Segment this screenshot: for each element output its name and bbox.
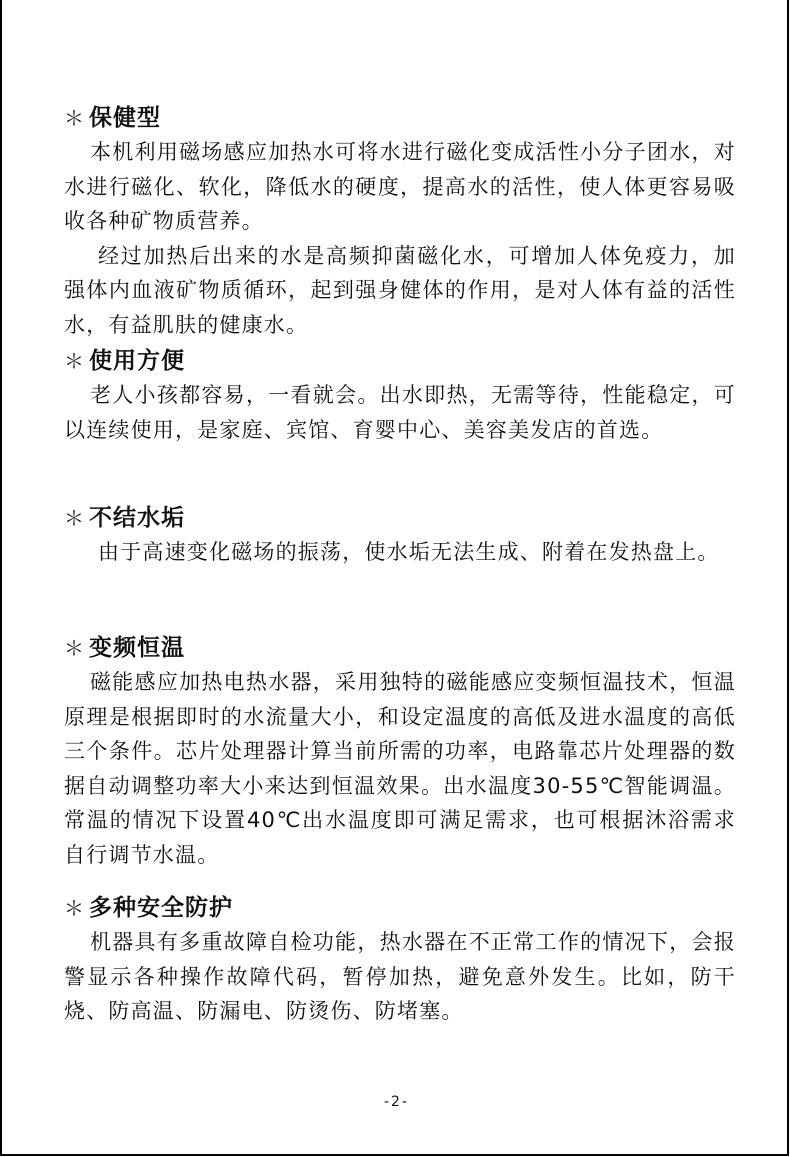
- section-paragraph: 由于高速变化磁场的振荡，使水垢无法生成、附着在发热盘上。: [98, 540, 720, 564]
- section-convenient: [64, 346, 736, 447]
- section-safety: [64, 893, 736, 1029]
- section-health: [64, 103, 736, 342]
- asterisk-marker: ＊: [64, 106, 85, 130]
- section-heading: [64, 893, 736, 923]
- section-heading: [64, 346, 736, 376]
- asterisk-marker: ＊: [64, 349, 85, 373]
- section-title: 保健型: [89, 105, 161, 131]
- asterisk-marker: ＊: [64, 506, 85, 530]
- section-title: 使用方便: [89, 348, 185, 374]
- asterisk-marker: ＊: [64, 896, 85, 920]
- section-paragraph: 经过加热后出来的水是高频抑菌磁化水，可增加人体免疫力，加强体内血液矿物质循环，起到强身健体的作用，是对人体有益的活性水，有益肌肤的健康水。: [64, 243, 736, 337]
- section-heading: [64, 503, 736, 533]
- section-heading: [64, 103, 736, 133]
- section-paragraph: 磁能感应加热电热水器，采用独特的磁能感应变频恒温技术，恒温原理是根据即时的水流量大小，和设定温度的高低及进水温度的高低三个条件。芯片处理器计算当前所需的功率，电路靠芯片处理器的数据自动调整功率大小来达到恒温效果。出水温度30-55℃智能调温。常温的情况下设置40℃出水温度即可满足需求，也可根据沐浴需求自行调节水温。: [64, 670, 736, 867]
- section-heading: [64, 633, 736, 663]
- section-title: 变频恒温: [89, 635, 185, 661]
- section-paragraph: 本机利用磁场感应加热水可将水进行磁化变成活性小分子团水，对水进行磁化、软化，降低水的硬度，提高水的活性，使人体更容易吸收各种矿物质营养。: [64, 140, 736, 233]
- section-paragraph: 老人小孩都容易，一看就会。出水即热，无需等待，性能稳定，可以连续使用，是家庭、宾馆、育婴中心、美容美发店的首选。: [64, 383, 736, 442]
- section-title: 不结水垢: [89, 505, 185, 531]
- section-inverter-thermostat: [64, 633, 736, 872]
- section-title: 多种安全防护: [89, 895, 233, 921]
- page-number: -2-: [383, 1094, 409, 1110]
- section-paragraph: 机器具有多重故障自检功能，热水器在不正常工作的情况下，会报警显示各种操作故障代码，暂停加热，避免意外发生。比如，防干烧、防高温、防漏电、防烫伤、防堵塞。: [64, 930, 736, 1023]
- asterisk-marker: ＊: [64, 636, 85, 660]
- section-no-scale: [64, 503, 736, 570]
